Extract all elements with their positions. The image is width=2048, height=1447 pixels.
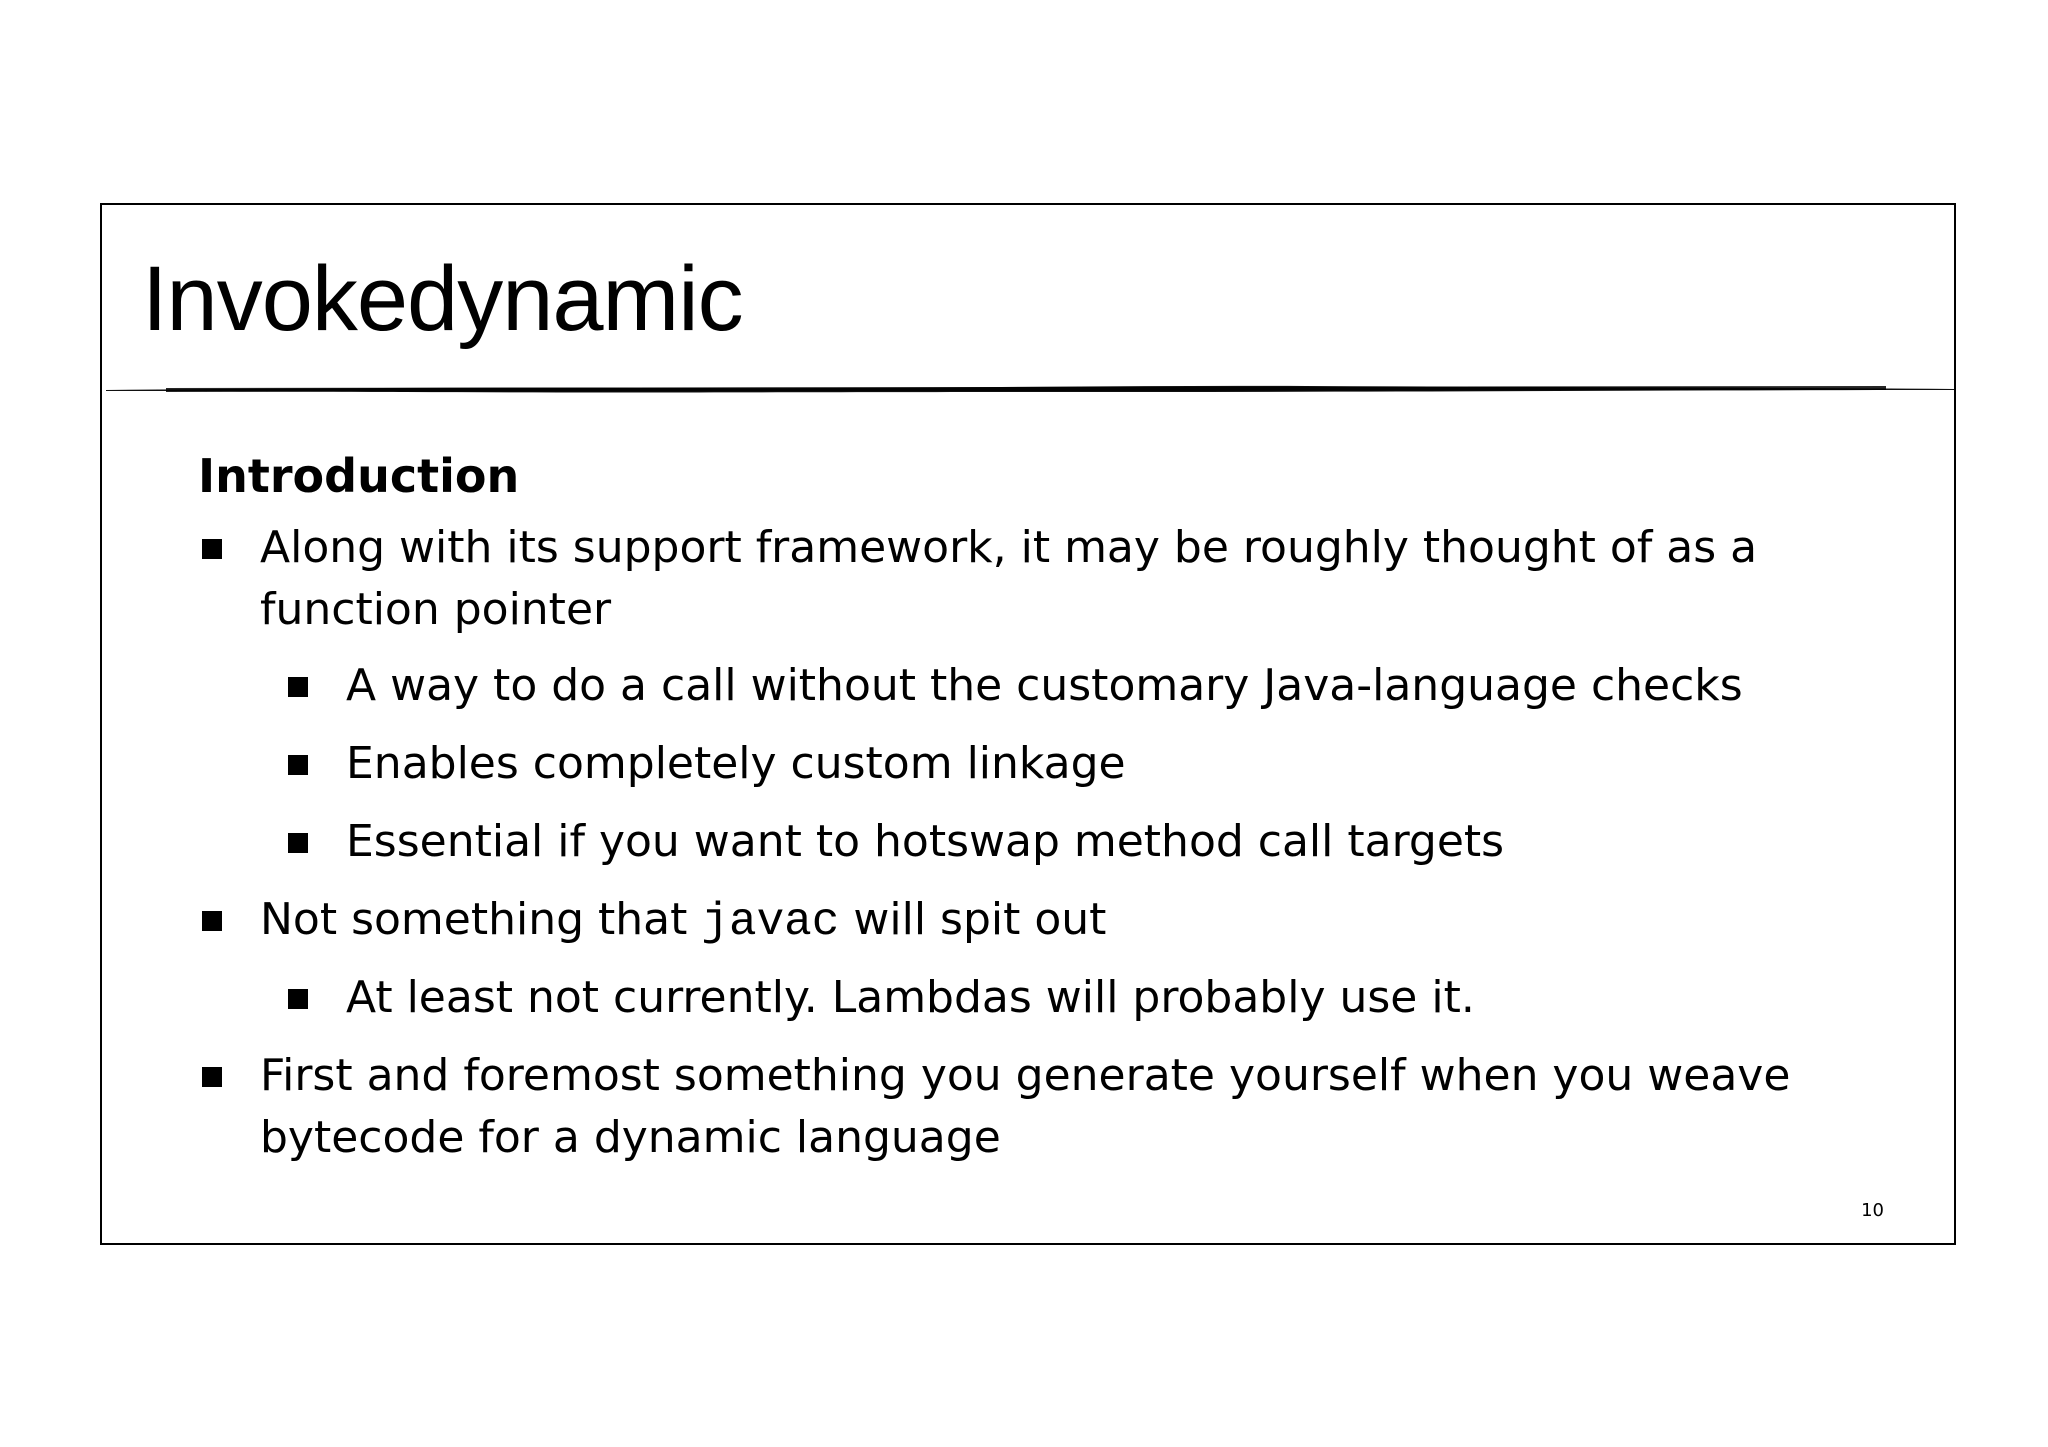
bullet-list	[198, 517, 1838, 1169]
sub-bullet-list	[284, 967, 1838, 1029]
list-item	[198, 889, 1838, 1029]
title-divider	[106, 381, 1954, 395]
list-item-text: A way to do a call without the customary Java-language checks	[346, 660, 1743, 711]
square-bullet-icon	[288, 989, 308, 1009]
list-item	[198, 1045, 1838, 1169]
slide-title: Invokedynamic	[142, 248, 743, 350]
list-item	[284, 811, 1838, 873]
list-item	[198, 517, 1838, 873]
list-item	[284, 733, 1838, 795]
page-number: 10	[1861, 1200, 1884, 1221]
section-heading: Introduction	[198, 449, 520, 503]
list-item-text-after: will spit out	[839, 894, 1107, 945]
list-item-text: Along with its support framework, it may be roughly thought of as a function pointer	[260, 522, 1758, 635]
list-item-text: Essential if you want to hotswap method call targets	[346, 816, 1505, 867]
square-bullet-icon	[288, 677, 308, 697]
square-bullet-icon	[288, 755, 308, 775]
list-item-text: At least not currently. Lambdas will probably use it.	[346, 972, 1475, 1023]
slide	[100, 203, 1956, 1245]
list-item-text: First and foremost something you generate yourself when you weave bytecode for a dynamic language	[260, 1050, 1791, 1163]
list-item	[284, 967, 1838, 1029]
list-item-text-before: Not something that	[260, 894, 702, 945]
sub-bullet-list	[284, 655, 1838, 873]
square-bullet-icon	[202, 539, 222, 559]
square-bullet-icon	[288, 833, 308, 853]
list-item	[284, 655, 1838, 717]
slide-body	[198, 445, 1838, 1185]
inline-code: javac	[701, 896, 840, 948]
square-bullet-icon	[202, 911, 222, 931]
square-bullet-icon	[202, 1067, 222, 1087]
list-item-text: Enables completely custom linkage	[346, 738, 1126, 789]
